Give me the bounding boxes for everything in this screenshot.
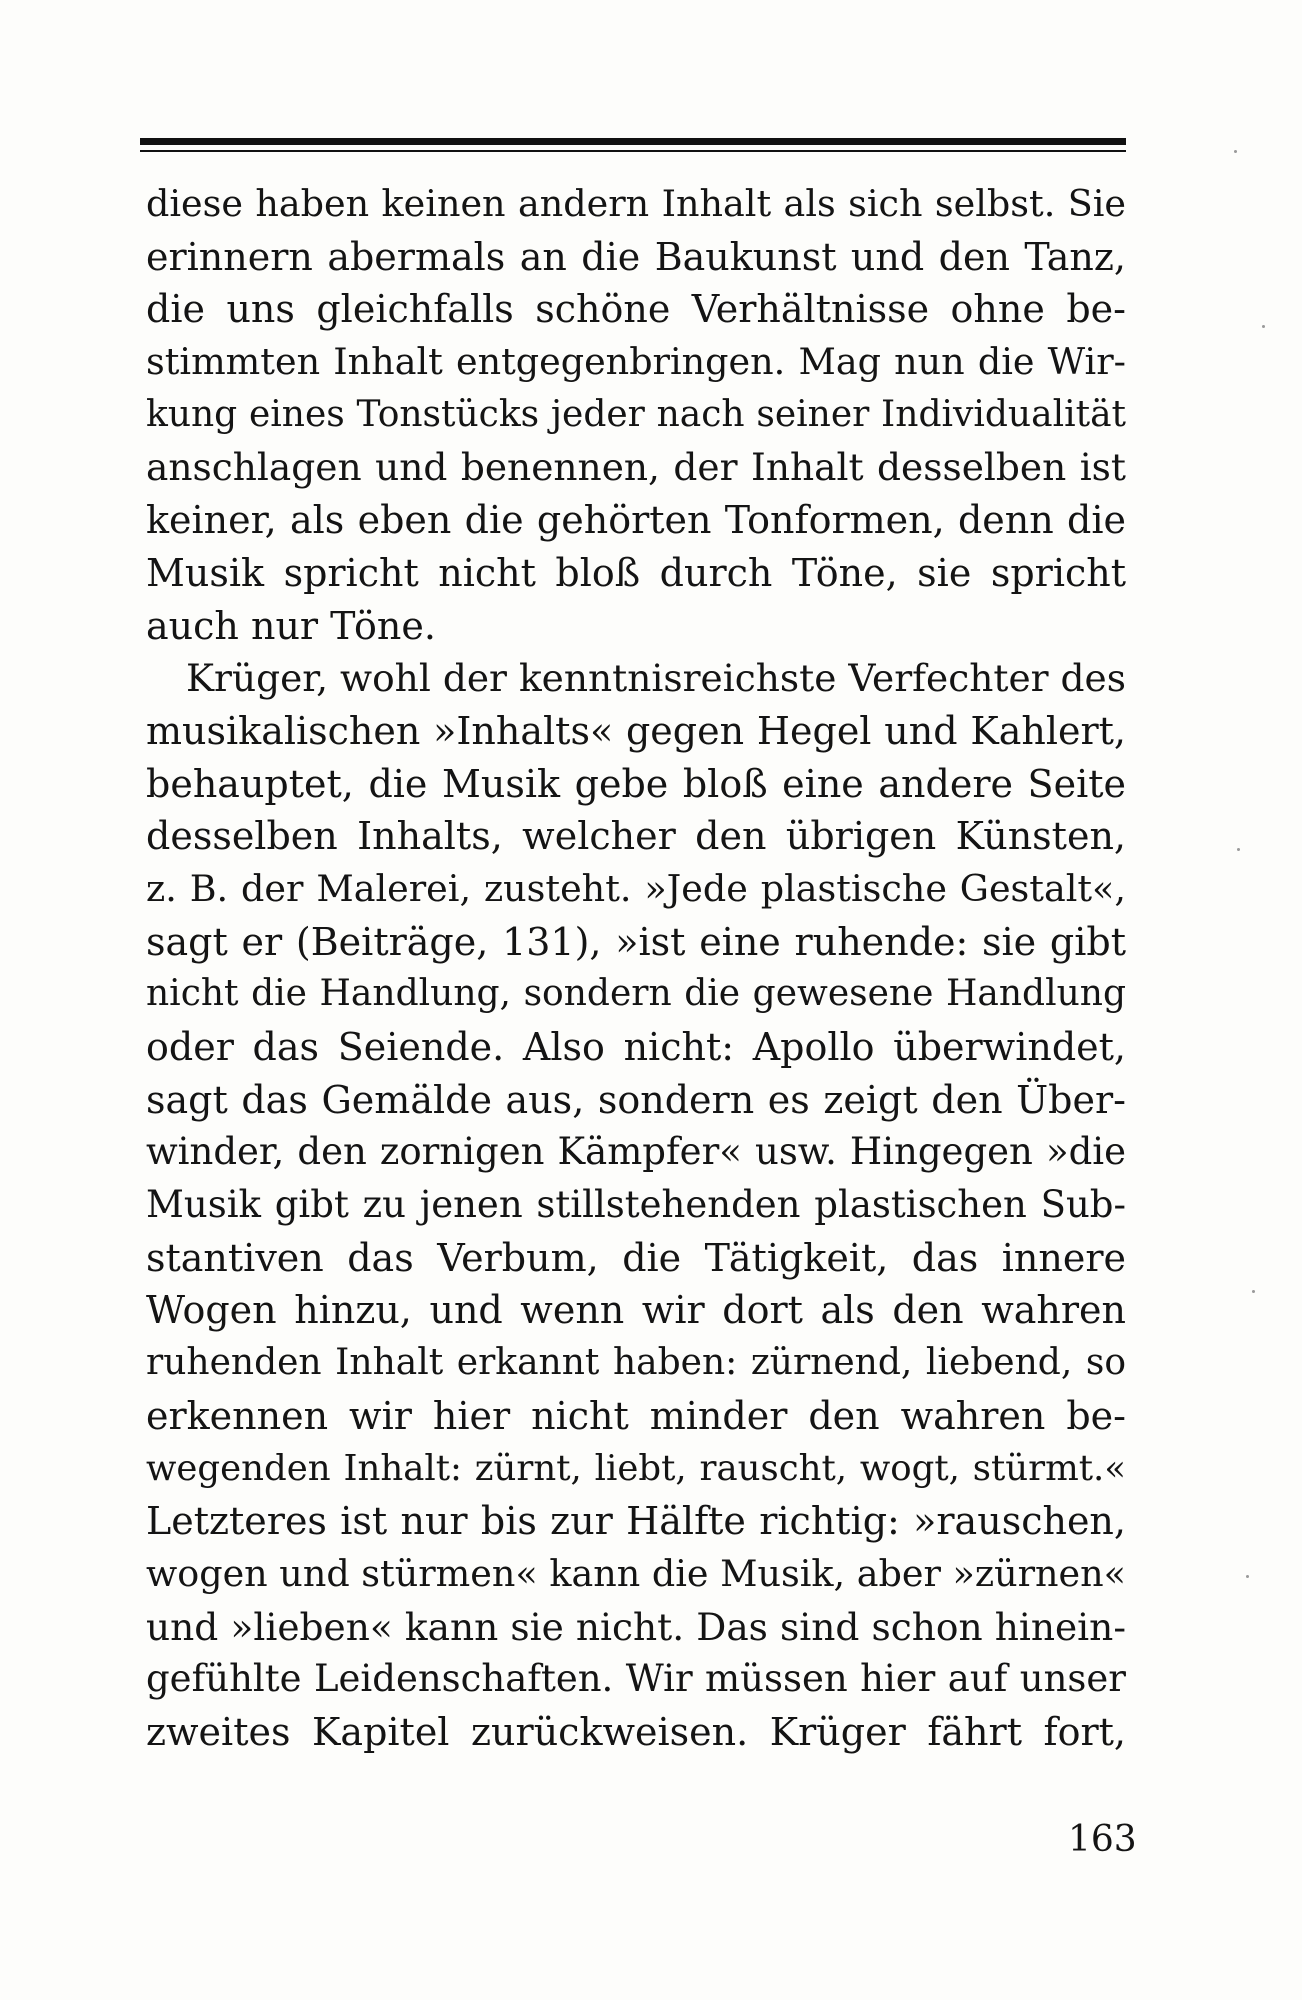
text-line: diese haben keinen andern Inhalt als sich selbst. Sie bbox=[146, 182, 1126, 225]
scan-speck bbox=[1237, 848, 1240, 851]
text-line: winder, den zornigen Kämpfer« usw. Hingegen »die bbox=[146, 1130, 1126, 1174]
text-line: stimmten Inhalt entgegenbringen. Mag nun die Wir- bbox=[146, 340, 1126, 384]
text-line: desselben Inhalts, welcher den übrigen Künsten, bbox=[146, 814, 1126, 859]
header-rule-thin bbox=[140, 150, 1126, 152]
text-line: Letzteres ist nur bis zur Hälfte richtig: »rauschen, bbox=[146, 1499, 1126, 1544]
text-line: nicht die Handlung, sondern die gewesene Handlung bbox=[146, 973, 1126, 1015]
text-line: sagt er (Beiträge, 131), »ist eine ruhende: sie gibt bbox=[146, 919, 1126, 964]
text-line: Musik gibt zu jenen stillstehenden plastischen Sub- bbox=[146, 1183, 1126, 1227]
text-line: Musik spricht nicht bloß durch Töne, sie spricht bbox=[146, 550, 1126, 595]
body-text bbox=[146, 178, 1126, 1759]
text-line: zweites Kapitel zurückweisen. Krüger fährt fort, bbox=[146, 1709, 1126, 1754]
text-line: stantiven das Verbum, die Tätigkeit, das innere bbox=[146, 1235, 1126, 1280]
text-line: wegenden Inhalt: zürnt, liebt, rauscht, wogt, stürmt.« bbox=[146, 1447, 1126, 1489]
text-line: wogen und stürmen« kann die Musik, aber »zürnen« bbox=[146, 1551, 1126, 1595]
text-line: erkennen wir hier nicht minder den wahren be- bbox=[146, 1393, 1126, 1438]
scan-speck bbox=[1262, 325, 1265, 328]
page-number: 163 bbox=[1068, 1819, 1137, 1860]
text-line: auch nur Töne. bbox=[146, 603, 436, 648]
text-line: Wogen hinzu, und wenn wir dort als den wahren bbox=[146, 1288, 1126, 1333]
text-line: behauptet, die Musik gebe bloß eine andere Seite bbox=[146, 761, 1126, 806]
text-line: die uns gleichfalls schöne Verhältnisse ohne be- bbox=[146, 287, 1126, 332]
text-line: gefühlte Leidenschaften. Wir müssen hier auf unser bbox=[146, 1657, 1126, 1701]
scan-speck bbox=[1252, 1290, 1255, 1293]
text-line: keiner, als eben die gehörten Tonformen, denn die bbox=[146, 498, 1126, 543]
text-line: sagt das Gemälde aus, sondern es zeigt den Über- bbox=[146, 1077, 1126, 1122]
text-line: z. B. der Malerei, zusteht. »Jede plastische Gestalt«, bbox=[146, 866, 1126, 910]
scan-speck bbox=[1234, 150, 1237, 153]
scan-speck bbox=[1246, 1575, 1249, 1578]
text-line: anschlagen und benennen, der Inhalt desselben ist bbox=[146, 445, 1126, 490]
text-line: kung eines Tonstücks jeder nach seiner Individualität bbox=[146, 393, 1126, 435]
text-line: ruhenden Inhalt erkannt haben: zürnend, liebend, so bbox=[146, 1342, 1126, 1384]
text-line: erinnern abermals an die Baukunst und den Tanz, bbox=[146, 234, 1126, 279]
text-line: Krüger, wohl der kenntnisreichste Verfechter des bbox=[186, 656, 1126, 701]
text-line: oder das Seiende. Also nicht: Apollo überwindet, bbox=[146, 1025, 1126, 1069]
header-rule-thick bbox=[140, 138, 1126, 145]
text-line: und »lieben« kann sie nicht. Das sind schon hinein- bbox=[146, 1604, 1126, 1649]
text-line: musikalischen »Inhalts« gegen Hegel und Kahlert, bbox=[146, 708, 1126, 753]
